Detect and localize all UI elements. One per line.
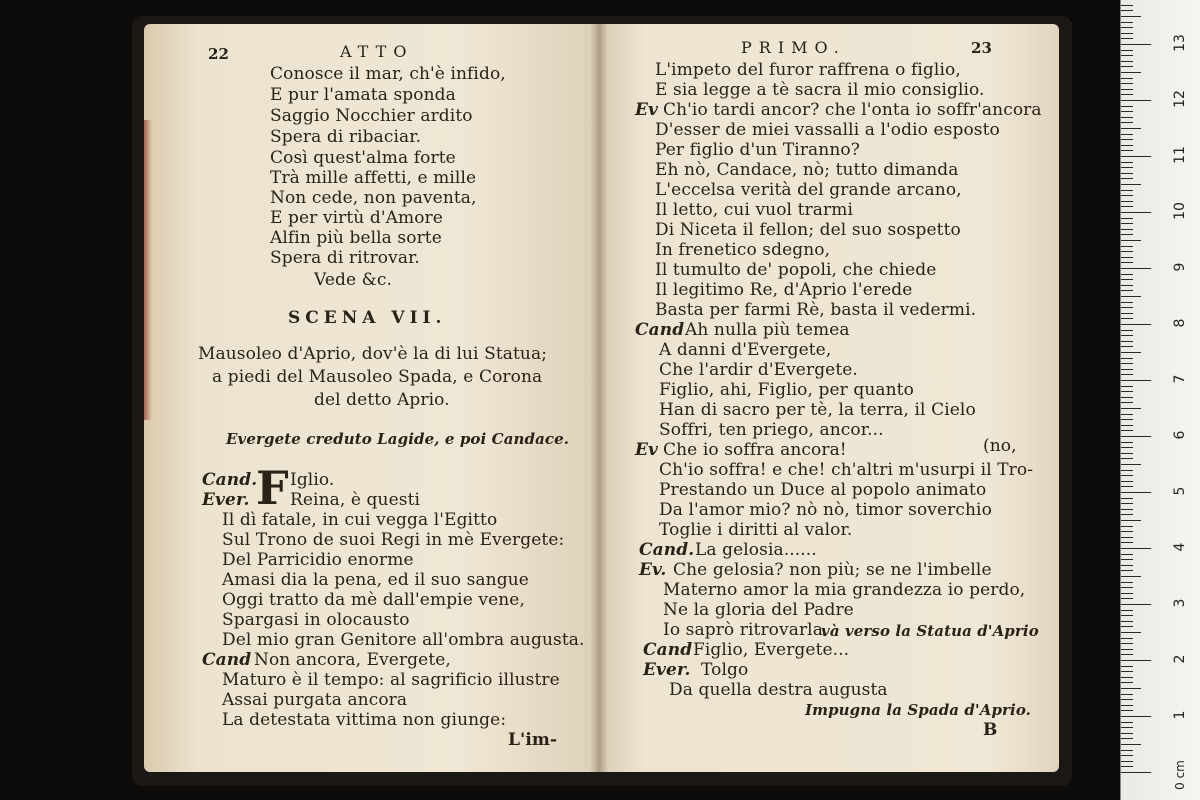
ruler-tick xyxy=(1121,733,1133,734)
verse-line: Non cede, non paventa, xyxy=(270,188,477,208)
ruler-label: 10 xyxy=(1172,202,1188,220)
red-page-edge xyxy=(144,120,152,420)
right-page xyxy=(599,24,1059,772)
ruler-tick xyxy=(1121,206,1133,207)
right-page-number: 23 xyxy=(971,39,993,57)
verse-line: Trà mille affetti, e mille xyxy=(270,168,477,188)
ruler-tick xyxy=(1121,122,1133,123)
dialogue-line: Figlio, Evergete... xyxy=(693,640,850,660)
ruler-tick xyxy=(1121,55,1133,56)
ruler-tick xyxy=(1121,162,1133,163)
dialogue-line: Ah nulla più temea xyxy=(685,320,850,340)
ruler-tick xyxy=(1121,251,1133,252)
ruler-tick xyxy=(1121,442,1133,443)
ruler-tick xyxy=(1121,274,1133,275)
ruler-tick xyxy=(1121,688,1141,689)
dialogue-line: Oggi tratto da mè dall'empie vene, xyxy=(222,590,525,610)
ruler-tick xyxy=(1121,710,1133,711)
dialogue-line: Per figlio d'un Tiranno? xyxy=(655,140,860,160)
ruler-tick xyxy=(1121,520,1141,521)
left-running-head: ATTO xyxy=(340,42,414,61)
speaker-label: Cand. xyxy=(639,540,695,560)
verse-line: E pur l'amata sponda xyxy=(270,85,456,105)
overflow-word: (no, xyxy=(983,436,1017,456)
ruler-label: 3 xyxy=(1172,598,1188,608)
ruler-tick xyxy=(1121,492,1151,493)
signature-mark: B xyxy=(983,720,998,740)
ruler-tick xyxy=(1121,22,1133,23)
dialogue-line: In frenetico sdegno, xyxy=(655,240,831,260)
ruler-tick xyxy=(1121,408,1141,409)
ruler-tick xyxy=(1121,257,1133,258)
ruler-tick xyxy=(1121,666,1133,667)
ruler-tick xyxy=(1121,705,1133,706)
ruler-label: 11 xyxy=(1172,146,1188,164)
ruler-tick xyxy=(1121,363,1133,364)
speaker-label: Ev xyxy=(635,440,659,460)
ruler-tick xyxy=(1121,486,1133,487)
ruler-tick xyxy=(1121,570,1133,571)
setting-line: del detto Aprio. xyxy=(314,390,450,410)
ruler-tick xyxy=(1121,150,1133,151)
ruler-tick xyxy=(1121,671,1133,672)
dialogue-line: Basta per farmi Rè, basta il vedermi. xyxy=(655,300,977,320)
ruler-tick xyxy=(1121,727,1133,728)
ruler-tick xyxy=(1121,677,1133,678)
ruler-tick xyxy=(1121,537,1133,538)
ruler-tick xyxy=(1121,744,1141,745)
ruler-tick xyxy=(1121,699,1133,700)
ruler-tick xyxy=(1121,554,1133,555)
ruler-tick xyxy=(1121,402,1133,403)
ruler-tick xyxy=(1121,766,1133,767)
ruler-tick xyxy=(1121,391,1133,392)
ruler-tick xyxy=(1121,195,1133,196)
dialogue-line: Ch'io tardi ancor? che l'onta io soffr'ancora xyxy=(663,100,1042,120)
ruler-tick xyxy=(1121,358,1133,359)
ruler-unit-label: 0 cm xyxy=(1172,760,1187,790)
ruler-tick xyxy=(1121,346,1133,347)
dialogue-line: Che l'ardir d'Evergete. xyxy=(659,360,858,380)
dialogue-line: Sul Trono de suoi Regi in mè Evergete: xyxy=(222,530,565,550)
ruler-tick xyxy=(1121,682,1133,683)
ruler-tick xyxy=(1121,514,1133,515)
ruler-tick xyxy=(1121,755,1133,756)
ruler-tick xyxy=(1121,223,1133,224)
verse-line: Alfin più bella sorte xyxy=(270,228,442,248)
ruler-tick xyxy=(1121,425,1133,426)
dialogue-line: Che gelosia? non più; se ne l'imbelle xyxy=(673,560,992,580)
ruler-tick xyxy=(1121,330,1133,331)
speaker-label: Cand xyxy=(635,320,685,340)
ruler-tick xyxy=(1121,128,1141,129)
ruler-tick xyxy=(1121,626,1133,627)
ruler-tick xyxy=(1121,716,1151,717)
ruler-tick xyxy=(1121,290,1133,291)
dialogue-line: Il tumulto de' popoli, che chiede xyxy=(655,260,937,280)
ruler-label: 7 xyxy=(1172,374,1188,384)
ruler-tick xyxy=(1121,184,1141,185)
ruler-tick xyxy=(1121,430,1133,431)
dialogue-line: Iglio. xyxy=(290,470,335,490)
scene-title: SCENA VII. xyxy=(288,308,447,328)
ruler-tick xyxy=(1121,447,1133,448)
ruler-tick xyxy=(1121,458,1133,459)
verse-line: Conosce il mar, ch'è infido, xyxy=(270,64,506,84)
ruler-label: 6 xyxy=(1172,430,1188,440)
dialogue-line: D'esser de miei vassalli a l'odio esposto xyxy=(655,120,1000,140)
ruler-tick xyxy=(1121,548,1151,549)
ruler-tick xyxy=(1121,761,1133,762)
ruler-tick xyxy=(1121,16,1141,17)
ruler-tick xyxy=(1121,296,1141,297)
ruler-tick xyxy=(1121,738,1133,739)
ruler-tick xyxy=(1121,72,1141,73)
ruler-tick xyxy=(1121,190,1133,191)
ruler-tick xyxy=(1121,178,1133,179)
characters-line: Evergete creduto Lagide, e poi Candace. xyxy=(226,430,570,448)
ruler-tick xyxy=(1121,587,1133,588)
ruler-tick xyxy=(1121,649,1133,650)
ruler-tick xyxy=(1121,643,1133,644)
ruler-tick xyxy=(1121,117,1133,118)
ruler-tick xyxy=(1121,324,1151,325)
ruler-tick xyxy=(1121,100,1151,101)
ruler-tick xyxy=(1121,593,1133,594)
dialogue-line: Il dì fatale, in cui vegga l'Egitto xyxy=(222,510,498,530)
ruler-tick xyxy=(1121,604,1151,605)
verse-line: E per virtù d'Amore xyxy=(270,208,443,228)
ruler-tick xyxy=(1121,464,1141,465)
ruler-tick xyxy=(1121,559,1133,560)
ruler-tick xyxy=(1121,145,1133,146)
ruler-label: 8 xyxy=(1172,318,1188,328)
ruler-tick xyxy=(1121,335,1133,336)
ruler-tick xyxy=(1121,352,1141,353)
ruler-tick xyxy=(1121,498,1133,499)
ruler-tick xyxy=(1121,526,1133,527)
dialogue-line: A danni d'Evergete, xyxy=(659,340,832,360)
dialogue-line: Maturo è il tempo: al sagrificio illustre xyxy=(222,670,560,690)
dialogue-line: Da l'amor mio? nò nò, timor soverchio xyxy=(659,500,992,520)
dialogue-line: La detestata vittima non giunge: xyxy=(222,710,507,730)
ruler-tick xyxy=(1121,414,1133,415)
ruler-tick xyxy=(1121,660,1151,661)
ruler-tick xyxy=(1121,503,1133,504)
ruler-tick xyxy=(1121,694,1133,695)
dialogue-line: Da quella destra augusta xyxy=(669,680,888,700)
ruler-tick xyxy=(1121,542,1133,543)
ruler-tick xyxy=(1121,167,1133,168)
ruler-label: 13 xyxy=(1172,34,1188,52)
ruler-tick xyxy=(1121,397,1133,398)
drop-cap: F xyxy=(256,461,289,515)
dialogue-line: Reina, è questi xyxy=(290,490,421,510)
dialogue-line: Eh nò, Candace, nò; tutto dimanda xyxy=(655,160,959,180)
dialogue-line: Soffri, ten priego, ancor... xyxy=(659,420,884,440)
ruler-tick xyxy=(1121,134,1133,135)
book-gutter xyxy=(590,24,608,772)
ruler-tick xyxy=(1121,302,1133,303)
dialogue-line: Del mio gran Genitore all'ombra augusta. xyxy=(222,630,585,650)
ruler-tick xyxy=(1121,240,1141,241)
ruler-tick xyxy=(1121,576,1141,577)
measuring-ruler xyxy=(1120,0,1200,800)
ruler-tick xyxy=(1121,598,1133,599)
ruler-tick xyxy=(1121,582,1133,583)
speaker-label: Ever. xyxy=(643,660,691,680)
dialogue-line: L'eccelsa verità del grande arcano, xyxy=(655,180,962,200)
dialogue-line: Toglie i diritti al valor. xyxy=(659,520,853,540)
ruler-tick xyxy=(1121,722,1133,723)
ruler-tick xyxy=(1121,246,1133,247)
ruler-tick xyxy=(1121,285,1133,286)
right-running-head: PRIMO. xyxy=(741,38,846,57)
verse-line: Saggio Nocchier ardito xyxy=(270,106,473,126)
verse-line: Spera di ribaciar. xyxy=(270,127,422,147)
dialogue-line: Figlio, ahi, Figlio, per quanto xyxy=(659,380,914,400)
ruler-tick xyxy=(1121,279,1133,280)
ruler-tick xyxy=(1121,654,1133,655)
ruler-tick xyxy=(1121,318,1133,319)
stage-direction: và verso la Statua d'Aprio xyxy=(821,622,1039,640)
speaker-label: Ev. xyxy=(639,560,667,580)
ruler-label: 1 xyxy=(1172,710,1188,720)
ruler-tick xyxy=(1121,38,1133,39)
dialogue-line: Il legitimo Re, d'Aprio l'erede xyxy=(655,280,913,300)
ruler-tick xyxy=(1121,106,1133,107)
ruler-tick xyxy=(1121,772,1151,773)
ruler-tick xyxy=(1121,212,1151,213)
ruler-tick xyxy=(1121,262,1133,263)
ruler-tick xyxy=(1121,83,1133,84)
vede-line: Vede &c. xyxy=(314,270,392,290)
ruler-tick xyxy=(1121,453,1133,454)
verse-line: Spera di ritrovar. xyxy=(270,248,420,268)
dialogue-line: Ne la gloria del Padre xyxy=(663,600,854,620)
ruler-tick xyxy=(1121,173,1133,174)
ruler-tick xyxy=(1121,565,1133,566)
ruler-tick xyxy=(1121,313,1133,314)
ruler-tick xyxy=(1121,268,1151,269)
verse-line: Così quest'alma forte xyxy=(270,148,456,168)
ruler-tick xyxy=(1121,481,1133,482)
speaker-label: Cand xyxy=(202,650,252,670)
setting-line: a piedi del Mausoleo Spada, e Corona xyxy=(212,367,543,387)
ruler-label: 2 xyxy=(1172,654,1188,664)
left-page xyxy=(144,24,599,772)
dialogue-line: La gelosia...... xyxy=(695,540,817,560)
ruler-tick xyxy=(1121,94,1133,95)
ruler-tick xyxy=(1121,44,1151,45)
ruler-label: 5 xyxy=(1172,486,1188,496)
ruler-tick xyxy=(1121,307,1133,308)
ruler-label: 4 xyxy=(1172,542,1188,552)
setting-line: Mausoleo d'Aprio, dov'è la di lui Statua; xyxy=(198,344,548,364)
ruler-tick xyxy=(1121,50,1133,51)
ruler-tick xyxy=(1121,229,1133,230)
left-page-number: 22 xyxy=(208,45,230,63)
ruler-tick xyxy=(1121,380,1151,381)
ruler-tick xyxy=(1121,638,1133,639)
ruler-tick xyxy=(1121,621,1133,622)
ruler-tick xyxy=(1121,66,1133,67)
ruler-tick xyxy=(1121,750,1133,751)
dialogue-line: Han di sacro per tè, la terra, il Cielo xyxy=(659,400,976,420)
ruler-tick xyxy=(1121,111,1133,112)
dialogue-line: Io saprò ritrovarla xyxy=(663,620,823,640)
ruler-label: 9 xyxy=(1172,262,1188,272)
ruler-tick xyxy=(1121,5,1133,6)
dialogue-line: Il letto, cui vuol trarmi xyxy=(655,200,853,220)
ruler-tick xyxy=(1121,139,1133,140)
ruler-label: 12 xyxy=(1172,90,1188,108)
dialogue-line: Spargasi in olocausto xyxy=(222,610,410,630)
ruler-tick xyxy=(1121,234,1133,235)
ruler-tick xyxy=(1121,78,1133,79)
ruler-tick xyxy=(1121,61,1133,62)
ruler-tick xyxy=(1121,509,1133,510)
ruler-tick xyxy=(1121,89,1133,90)
speaker-label: Cand. xyxy=(202,470,258,490)
ruler-tick xyxy=(1121,341,1133,342)
speaker-label: Ever. xyxy=(202,490,250,510)
ruler-tick xyxy=(1121,374,1133,375)
ruler-tick xyxy=(1121,10,1133,11)
ruler-tick xyxy=(1121,33,1133,34)
ruler-tick xyxy=(1121,386,1133,387)
dialogue-line: Che io soffra ancora! xyxy=(663,440,847,460)
dialogue-line: Del Parricidio enorme xyxy=(222,550,414,570)
ruler-tick xyxy=(1121,470,1133,471)
speaker-label: Ev xyxy=(635,100,659,120)
ruler-tick xyxy=(1121,475,1133,476)
dialogue-line: Materno amor la mia grandezza io perdo, xyxy=(663,580,1026,600)
dialogue-line: Assai purgata ancora xyxy=(222,690,408,710)
speaker-label: Cand xyxy=(643,640,693,660)
dialogue-line: Di Niceta il fellon; del suo sospetto xyxy=(655,220,961,240)
ruler-tick xyxy=(1121,201,1133,202)
ruler-tick xyxy=(1121,615,1133,616)
ruler-tick xyxy=(1121,369,1133,370)
dialogue-line: E sia legge a tè sacra il mio consiglio. xyxy=(655,80,985,100)
ruler-tick xyxy=(1121,27,1133,28)
dialogue-line: Ch'io soffra! e che! ch'altri m'usurpi il Tro- xyxy=(659,460,1034,480)
dialogue-line: Tolgo xyxy=(701,660,749,680)
dialogue-line: Prestando un Duce al popolo animato xyxy=(659,480,987,500)
dialogue-line: Non ancora, Evergete, xyxy=(254,650,451,670)
ruler-tick xyxy=(1121,610,1133,611)
stage-direction: Impugna la Spada d'Aprio. xyxy=(805,701,1031,719)
catchword: L'im- xyxy=(508,730,558,750)
ruler-tick xyxy=(1121,218,1133,219)
ruler-tick xyxy=(1121,419,1133,420)
ruler-tick xyxy=(1121,632,1141,633)
dialogue-line: L'impeto del furor raffrena o figlio, xyxy=(655,60,961,80)
dialogue-line: Amasi dia la pena, ed il suo sangue xyxy=(222,570,529,590)
ruler-tick xyxy=(1121,156,1151,157)
ruler-tick xyxy=(1121,531,1133,532)
ruler-tick xyxy=(1121,436,1151,437)
